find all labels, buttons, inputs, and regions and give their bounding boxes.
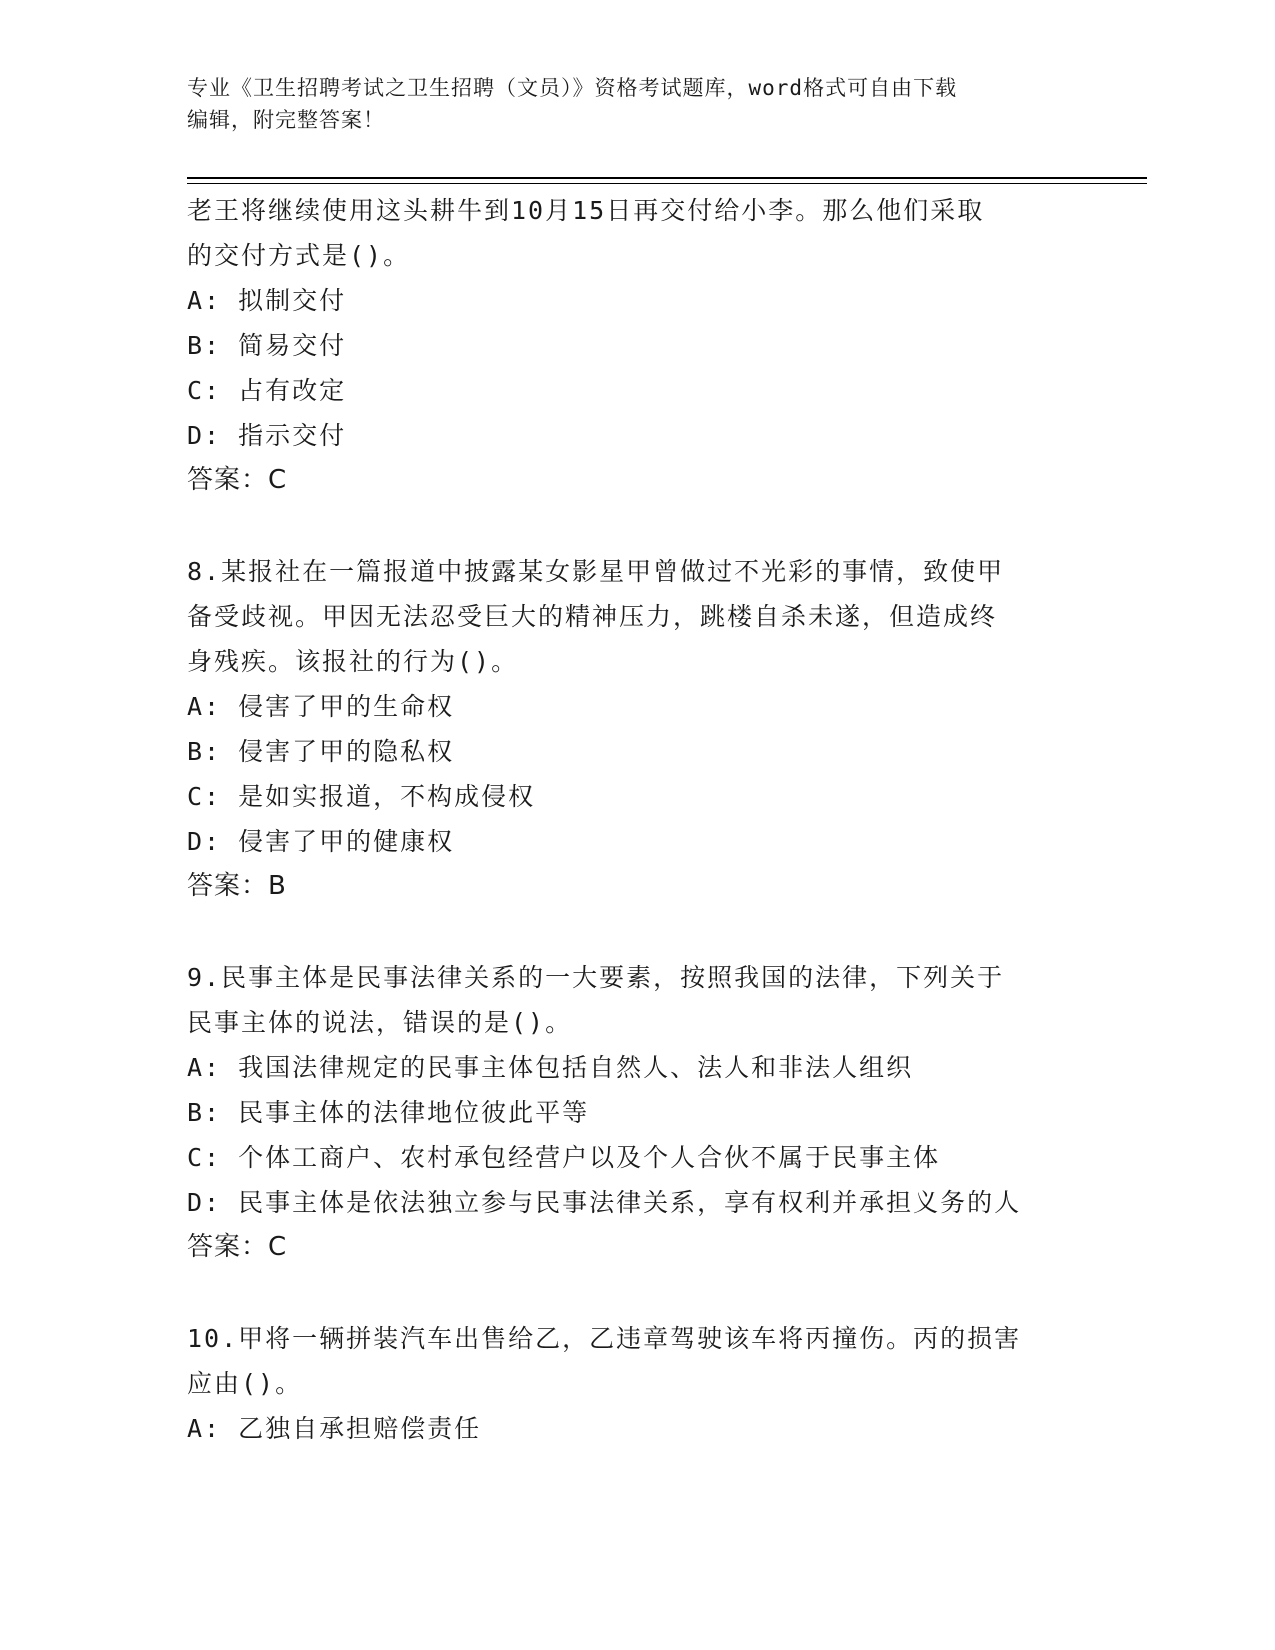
option-a: A: 侵害了甲的生命权	[187, 692, 455, 721]
option-d: D: 指示交付	[187, 421, 347, 450]
question-stem-line: 应由()。	[187, 1369, 303, 1398]
question-stem-line: 备受歧视。甲因无法忍受巨大的精神压力，跳楼自杀未遂，但造成终	[187, 602, 998, 631]
option-a: A: 拟制交付	[187, 286, 347, 315]
question-stem-line: 10.甲将一辆拼装汽车出售给乙，乙违章驾驶该车将丙撞伤。丙的损害	[187, 1324, 1022, 1353]
option-b: B: 简易交付	[187, 331, 347, 360]
header-line-2: 编辑，附完整答案！	[187, 108, 385, 132]
option-a: A: 乙独自承担赔偿责任	[187, 1414, 482, 1443]
option-d: D: 民事主体是依法独立参与民事法律关系，享有权利并承担义务的人	[187, 1188, 1022, 1217]
header-divider-thick	[187, 177, 1147, 179]
question-stem-line: 8.某报社在一篇报道中披露某女影星甲曾做过不光彩的事情，致使甲	[187, 557, 1005, 586]
question-9	[187, 955, 1087, 1270]
answer-label: 答案：C	[187, 465, 288, 495]
question-stem-line: 民事主体的说法，错误的是()。	[187, 1008, 573, 1037]
header-line-1: 专业《卫生招聘考试之卫生招聘（文员）》资格考试题库，word格式可自由下载	[187, 76, 958, 100]
answer-label: 答案：B	[187, 871, 287, 901]
option-c: C: 是如实报道，不构成侵权	[187, 782, 536, 811]
option-b: B: 民事主体的法律地位彼此平等	[187, 1098, 590, 1127]
header-divider-thin	[187, 183, 1147, 184]
question-content	[187, 188, 1087, 1451]
option-d: D: 侵害了甲的健康权	[187, 827, 455, 856]
document-header	[187, 72, 1087, 136]
question-stem-line: 9.民事主体是民事法律关系的一大要素，按照我国的法律，下列关于	[187, 963, 1005, 992]
option-a: A: 我国法律规定的民事主体包括自然人、法人和非法人组织	[187, 1053, 914, 1082]
option-c: C: 个体工商户、农村承包经营户以及个人合伙不属于民事主体	[187, 1143, 941, 1172]
question-10	[187, 1316, 1087, 1451]
question-8	[187, 549, 1087, 909]
question-7	[187, 188, 1087, 503]
question-stem-line: 的交付方式是()。	[187, 241, 411, 270]
question-stem-line: 老王将继续使用这头耕牛到10月15日再交付给小李。那么他们采取	[187, 196, 985, 225]
answer-label: 答案：C	[187, 1232, 288, 1262]
question-stem-line: 身残疾。该报社的行为()。	[187, 647, 519, 676]
option-b: B: 侵害了甲的隐私权	[187, 737, 455, 766]
option-c: C: 占有改定	[187, 376, 347, 405]
